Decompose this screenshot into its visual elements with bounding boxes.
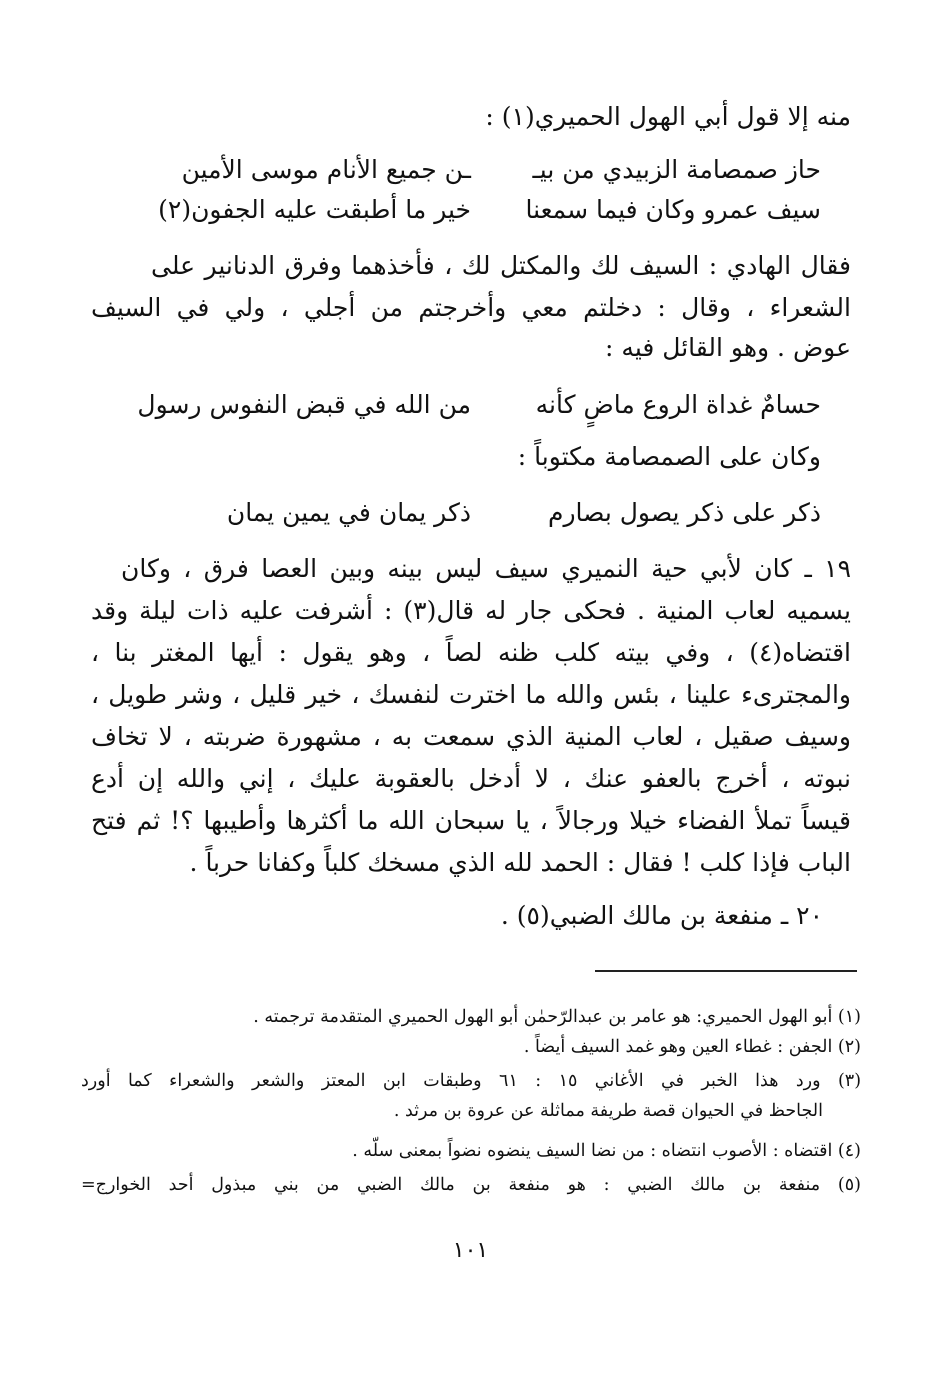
footnote: (٥) منفعة بن مالك الضبي : هو منفعة بن مالك الضبي من بني مبذول أحد الخوارج= [81,1175,861,1195]
inscription-intro: وكان على الصمصامة مكتوباً : [517,442,821,471]
footnote: (٣) ورد هذا الخبر في الأغاني ١٥ : ٦١ وطبقات ابن المعتز والشعر والشعراء كما أورد [81,1071,862,1091]
text-line: قيساً تملأ الفضاء خيلا ورجالاً ، يا سبحان الله ما أكثرها وأطيبها ؟! ثم فتح [91,806,851,835]
verse-hemistich: خير ما أطبقت عليه الجفون(٢) [158,195,471,224]
text-line: وسيف صقيل ، لعاب المنية الذي سمعت به ، مشهورة ضربته ، لا تخاف [91,722,851,751]
text-line: نبوته ، أخرج بالعفو عنك ، لا أدخل بالعقوبة عليك ، إني والله إن أدع [91,764,851,793]
text-line: يسميه لعاب المنية . فحكى جار له قال(٣) : أشرفت عليه ذات ليلة وقد [91,596,851,625]
text-line: فقال الهادي : السيف لك والمكتل لك ، فأخذهما وفرق الدنانير على [151,251,851,280]
text-line: اقتضاه(٤) ، وفي بيته كلب ظنه لصاً ، وهو يقول : أيها المغتر بنا ، [91,638,851,667]
footnote: (٢) الجفن : غطاء العين وهو غمد السيف أيضاً . [523,1037,861,1057]
verse-hemistich: حاز صمصامة الزبيدي من بيـ [532,155,821,184]
footnote-divider [595,970,857,972]
verse-hemistich: من الله في قبض النفوس رسول [137,390,471,419]
text-line: الشعراء ، وقال : دخلتم معي وأخرجتم من أجلي ، ولي في السيف [91,293,851,322]
text-line: عوض . وهو القائل فيه : [605,333,851,362]
intro-line: منه إلا قول أبي الهول الحميري(١) : [485,102,851,131]
text-line: ١٩ ـ كان لأبي حية النميري سيف ليس بينه وبين العصا فرق ، وكان [121,554,851,583]
verse-hemistich: حسامٌ غداة الروع ماضٍ كأنه [535,390,821,419]
footnote: (١) أبو الهول الحميري: هو عامر بن عبدالرّحمٰن أبو الهول الحميري المتقدمة ترجمته . [253,1007,861,1027]
footnote: (٤) اقتضاه : الأصوب انتضاه : من نضا السيف ينضوه نضواً بمعنى سلّه . [352,1141,861,1161]
verse-hemistich: ـن جميع الأنام موسى الأمين [181,155,471,184]
text-line: والمجترىء علينا ، بئس والله ما اخترت لنفسك ، خير قليل ، وشر طويل ، [91,680,851,709]
page-number: ١٠١ [452,1238,489,1263]
entry-heading: ٢٠ ـ منفعة بن مالك الضبي(٥) . [500,901,823,930]
verse-hemistich: ذكر على ذكر يصول بصارم [548,498,821,527]
text-line: الباب فإذا كلب ! فقال : الحمد لله الذي مسخك كلباً وكفانا حرباً . [189,848,851,877]
footnote-continuation: الجاحظ في الحيوان قصة طريفة مماثلة عن عروة بن مرثد . [393,1101,823,1121]
verse-hemistich: سيف عمرو وكان فيما سمعنا [525,195,821,224]
verse-hemistich: ذكر يمان في يمين يمان [226,498,471,527]
